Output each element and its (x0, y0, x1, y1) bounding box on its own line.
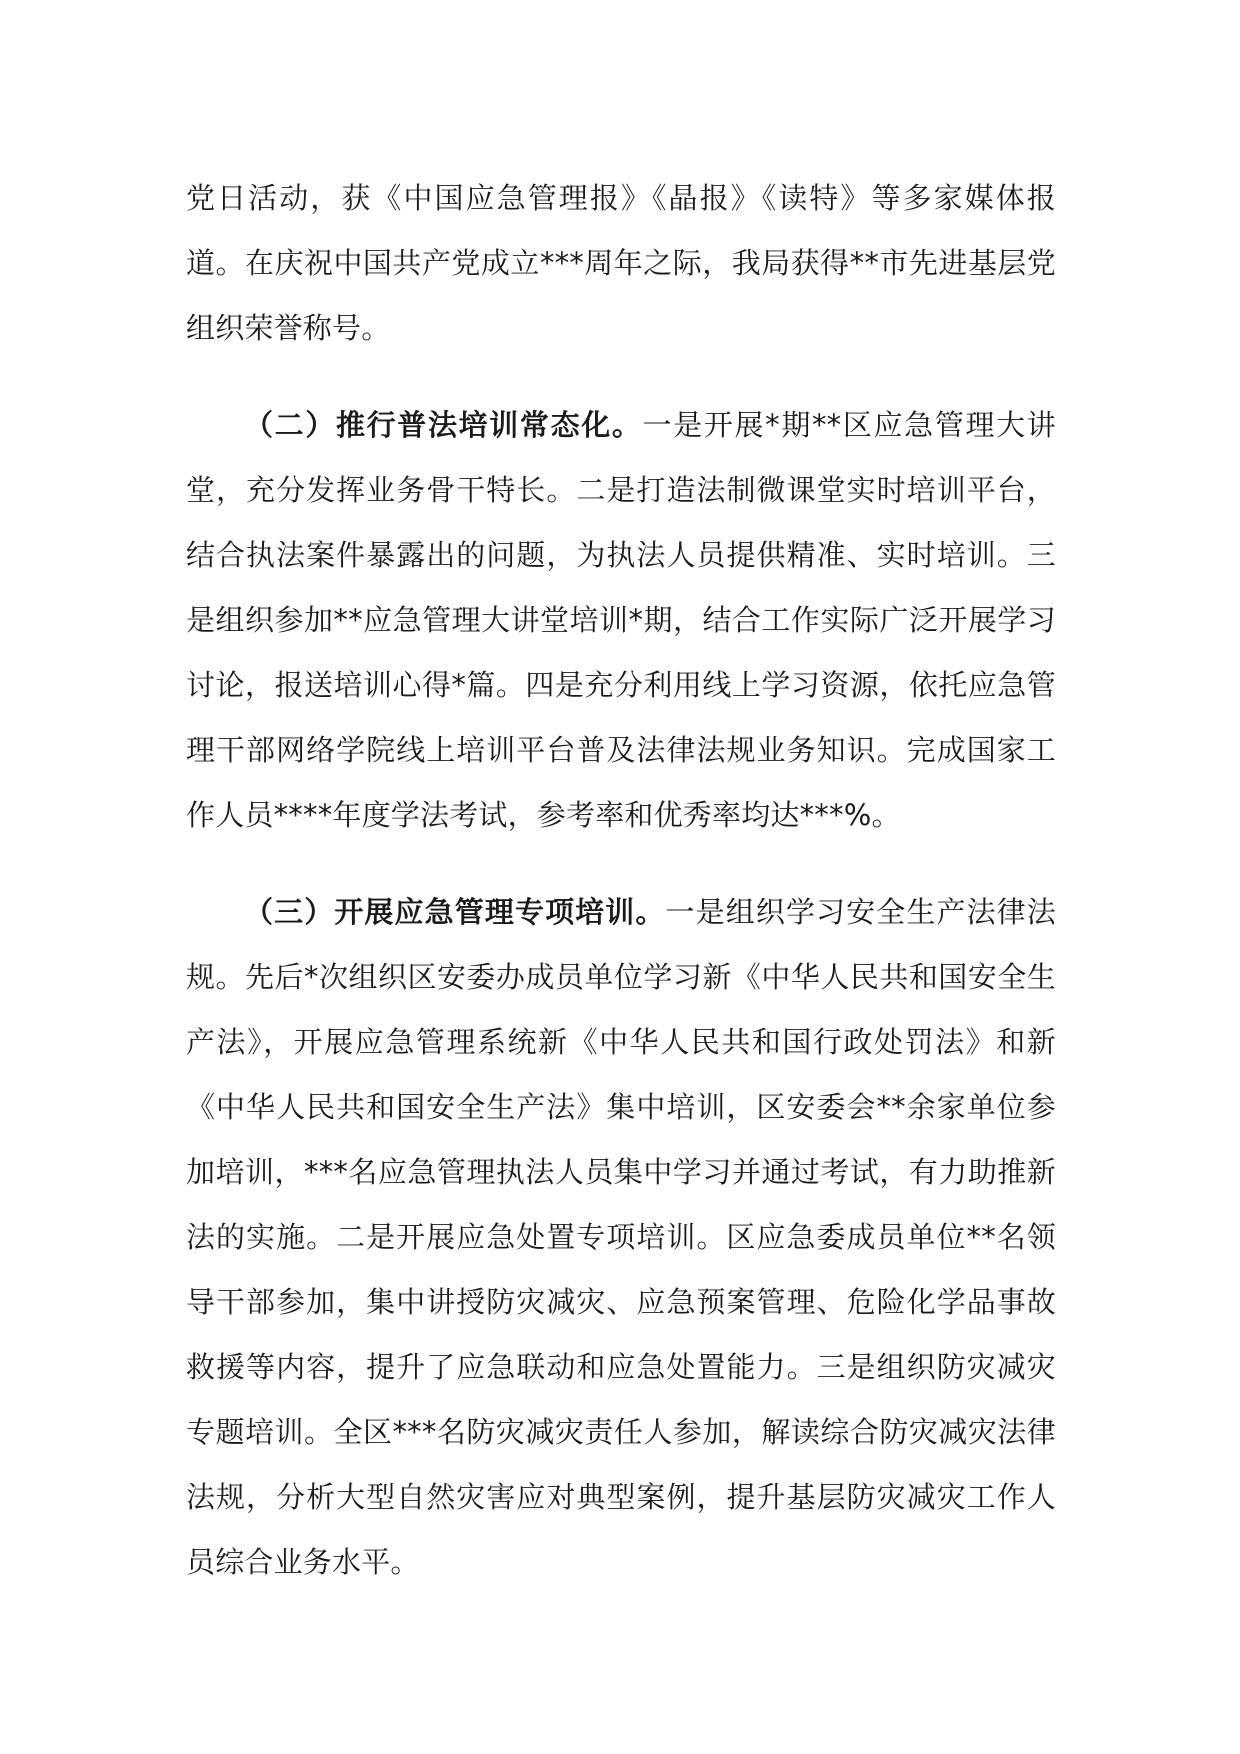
paragraph-section-3 (186, 880, 1056, 1595)
paragraph-gap (186, 361, 1056, 393)
section-heading: （二）推行普法培训常态化。 (244, 408, 643, 442)
paragraph-continued (186, 166, 1056, 361)
paragraph-text: 党日活动，获《中国应急管理报》《晶报》《读特》等多家媒体报道。在庆祝中国共产党成立***周年之际，我局获得**市先进基层党组织荣誉称号。 (186, 181, 1056, 345)
section-heading: （三）开展应急管理专项培训。 (244, 895, 666, 929)
paragraph-section-2 (186, 393, 1056, 848)
paragraph-text: 一是开展*期**区应急管理大讲堂，充分发挥业务骨干特长。二是打造法制微课堂实时培训平台，结合执法案件暴露出的问题，为执法人员提供精准、实时培训。三是组织参加**应急管理大讲堂培训*期，结合工作实际广泛开展学习讨论，报送培训心得*篇。四是充分利用线上学习资源，依托应急管理干部网络学院线上培训平台普及法律法规业务知识。完成国家工作人员****年度学法考试，参考率和优秀率均达***%。 (186, 408, 1056, 832)
document-body (186, 166, 1056, 1595)
paragraph-gap (186, 848, 1056, 880)
paragraph-text: 一是组织学习安全生产法律法规。先后*次组织区安委办成员单位学习新《中华人民共和国安全生产法》，开展应急管理系统新《中华人民共和国行政处罚法》和新《中华人民共和国安全生产法》集中培训，区安委会**余家单位参加培训，***名应急管理执法人员集中学习并通过考试，有力助推新法的实施。二是开展应急处置专项培训。区应急委成员单位**名领导干部参加，集中讲授防灾减灾、应急预案管理、危险化学品事故救援等内容，提升了应急联动和应急处置能力。三是组织防灾减灾专题培训。全区***名防灾减灾责任人参加，解读综合防灾减灾法律法规，分析大型自然灾害应对典型案例，提升基层防灾减灾工作人员综合业务水平。 (186, 895, 1056, 1579)
